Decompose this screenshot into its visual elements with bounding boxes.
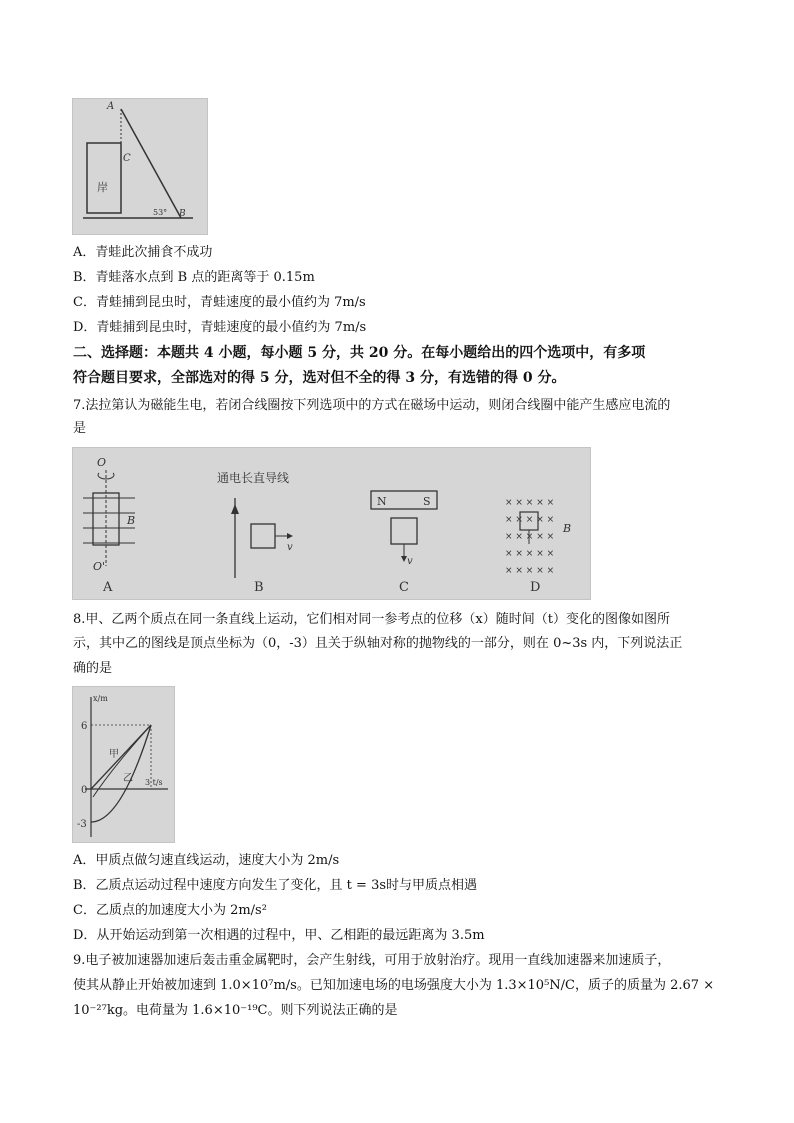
panel-d-label: D <box>530 580 541 595</box>
q8-option-a: A．甲质点做匀速直线运动，速度大小为 2m/s <box>73 853 340 868</box>
q8-line1: 8.甲、乙两个质点在同一条直线上运动，它们相对同一参考点的位移（x）随时间（t）变化的图像如图所 <box>73 612 670 627</box>
tick-neg3: -3 <box>77 819 87 830</box>
q9-line3: 10⁻²⁷kg。电荷量为 1.6×10⁻¹⁹C。则下列说法正确的是 <box>73 1003 398 1018</box>
tick-3: 3 t/s <box>145 778 163 787</box>
label-yi: 乙 <box>123 773 133 784</box>
tick-0: 0 <box>81 785 88 796</box>
coil <box>251 524 275 548</box>
point-C: C <box>123 153 131 164</box>
section2-heading-line2: 符合题目要求，全部选对的得 5 分，选对但不全的得 3 分，有选错的得 0 分。 <box>73 370 566 386</box>
point-B: B <box>179 209 186 219</box>
label-jia: 甲 <box>109 749 119 760</box>
angle-label: 53° <box>153 208 168 217</box>
q6-option-a: A．青蛙此次捕食不成功 <box>73 245 213 260</box>
q8-option-d: D．从开始运动到第一次相遇的过程中，甲、乙相距的最远距离为 3.5m <box>73 928 485 943</box>
q8-option-c: C．乙质点的加速度大小为 2m/s² <box>73 903 267 918</box>
section2-heading-line1: 二、选择题：本题共 4 小题，每小题 5 分，共 20 分。在每小题给出的四个选项中，有多项 <box>73 345 646 361</box>
panel-b-label: B <box>254 580 264 595</box>
q7-figure-svg <box>73 448 590 599</box>
q7-line1: 7.法拉第认为磁能生电，若闭合线圈按下列选项中的方式在磁场中运动，则闭合线圈中能产生感应电流的 <box>73 398 671 413</box>
q9-line2: 使其从静止开始被加速到 1.0×10⁷m/s。已知加速电场的电场强度大小为 1.3×10⁵N/C，质子的质量为 2.67 × <box>73 978 715 993</box>
panel-c-label: C <box>399 580 409 595</box>
field-B-label: B <box>563 522 572 535</box>
q7-panel-b <box>217 470 293 595</box>
wire-title: 通电长直导线 <box>217 471 290 485</box>
q7-panel-a <box>83 456 135 595</box>
q8-figure <box>72 686 175 843</box>
field-cross-icon: × × × × × <box>505 532 555 542</box>
axis-O: O <box>97 456 107 469</box>
magnet-N: N <box>377 495 387 508</box>
velocity-v: v <box>287 542 293 553</box>
series-yi <box>91 725 151 822</box>
q7-panel-d <box>505 498 571 595</box>
curve <box>93 725 151 797</box>
field-cross-icon: × × × × × <box>505 515 555 525</box>
field-cross-icon: × × × × × <box>505 498 555 508</box>
velocity-v: v <box>407 556 413 567</box>
q9-line1: 9.电子被加速器加速后轰击重金属靶时，会产生射线，可用于放射治疗。现用一直线加速器来加速质子， <box>73 953 671 968</box>
y-axis-unit: x/m <box>93 694 108 703</box>
q6-figure-svg <box>73 99 207 234</box>
shore-label: 岸 <box>97 181 108 194</box>
q7-panel-c <box>371 491 437 595</box>
q7-figure <box>72 447 591 600</box>
q6-option-d: D．青蛙捕到昆虫时，青蛙速度的最小值约为 7m/s <box>73 320 367 335</box>
shore-block <box>87 143 121 213</box>
field-cross-icon: × × × × × <box>505 549 555 559</box>
q8-line3: 确的是 <box>73 661 113 676</box>
q6-option-c: C．青蛙捕到昆虫时，青蛙速度的最小值约为 7m/s <box>73 295 366 310</box>
q6-option-b: B．青蛙落水点到 B 点的距离等于 0.15m <box>73 270 315 285</box>
q8-figure-svg <box>73 687 174 842</box>
magnet-S: S <box>423 495 431 508</box>
current-arrow-icon <box>231 504 239 514</box>
point-A: A <box>107 101 115 112</box>
field-cross-icon: × × × × × <box>505 566 555 576</box>
field-B-label: B <box>127 514 136 527</box>
arrowhead-icon <box>287 533 293 539</box>
q7-line2: 是 <box>73 421 87 436</box>
coil <box>391 518 417 544</box>
axis-O-prime: O' <box>93 560 106 573</box>
panel-a-label: A <box>103 580 113 595</box>
q6-figure <box>72 98 208 235</box>
q8-option-b: B．乙质点运动过程中速度方向发生了变化，且 t = 3s时与甲质点相遇 <box>73 878 478 893</box>
tick-6: 6 <box>81 721 88 732</box>
q8-line2: 示，其中乙的图线是顶点坐标为（0，-3）且关于纵轴对称的抛物线的一部分，则在 0~3s 内，下列说法正 <box>73 636 683 651</box>
